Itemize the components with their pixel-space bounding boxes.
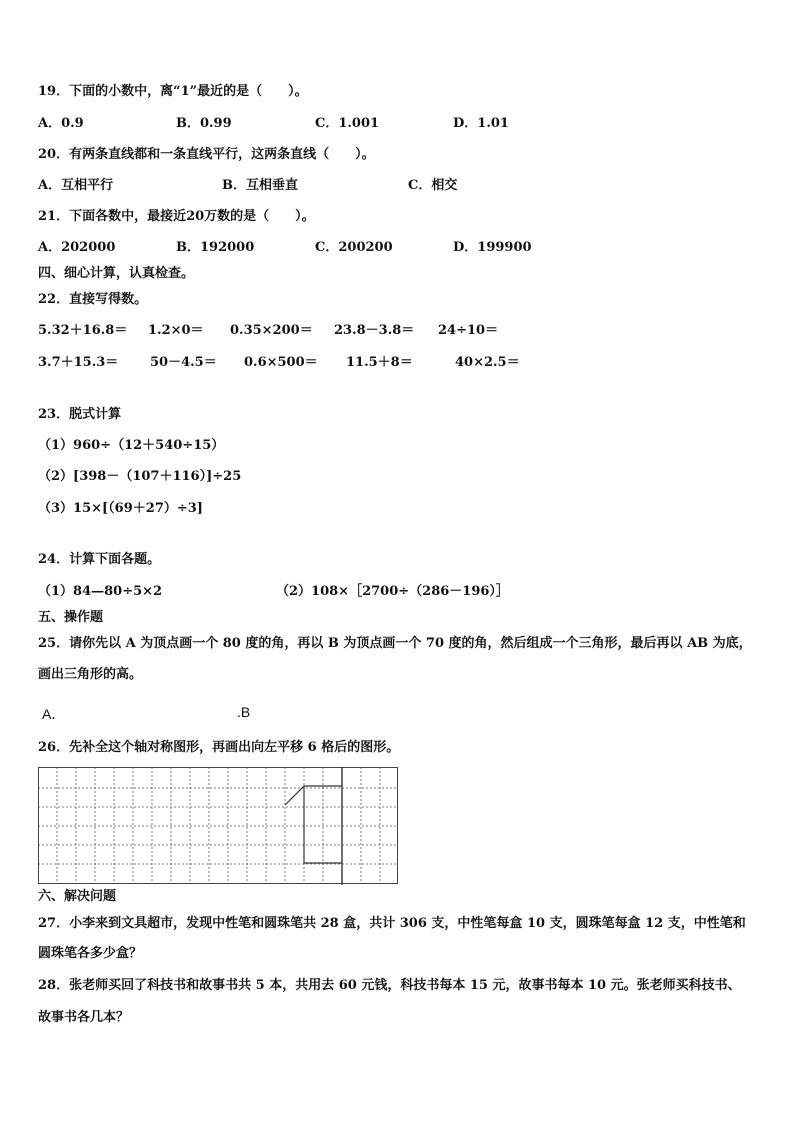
- q28-line-2: 故事书各几本？: [38, 1010, 130, 1025]
- q19-stem: 19．下面的小数中，离“1”最近的是（ ）。: [38, 84, 308, 99]
- q23-item-2: （2）[398－（107＋116）]÷25: [38, 469, 242, 484]
- q22-stem: 22．直接写得数。: [38, 292, 148, 307]
- point-a-label: A．: [42, 706, 66, 722]
- q22-expr-10: 40×2.5＝: [455, 355, 520, 370]
- q22-expr-5: 24÷10＝: [438, 323, 499, 338]
- q19-option-c: C．1.001: [315, 116, 380, 131]
- q25-line-2: 画出三角形的高。: [38, 667, 143, 682]
- given-half-figure: [285, 786, 342, 805]
- q20-option-b: B．互相垂直: [222, 178, 298, 193]
- q26-stem: 26．先补全这个轴对称图形，再画出向左平移 6 格后的图形。: [38, 740, 400, 755]
- q23-item-3: （3）15×[（69＋27）÷3]: [38, 501, 203, 516]
- q22-expr-8: 0.6×500＝: [244, 355, 318, 370]
- q22-expr-2: 1.2×0＝: [148, 323, 204, 338]
- q27-line-1: 27．小李来到文具超市，发现中性笔和圆珠笔共 28 盒，共计 306 支，中性笔每盒 10 支，圆珠笔每盒 12 支，中性笔和: [38, 916, 746, 931]
- q25-line-1: 25．请你先以 A 为顶点画一个 80 度的角，再以 B 为顶点画一个 70 度的角，然后组成一个三角形，最后再以 AB 为底，: [38, 636, 752, 651]
- point-b-label: .B: [237, 704, 251, 720]
- q21-option-a: A．202000: [38, 240, 116, 255]
- q21-option-d: D．199900: [453, 240, 532, 255]
- q19-option-a: A．0.9: [38, 116, 84, 131]
- q24-item-2: （2）108×［2700÷（286－196）］: [276, 584, 509, 599]
- q22-expr-3: 0.35×200＝: [230, 323, 313, 338]
- grid-lines: [38, 767, 398, 884]
- q20-option-c: C．相交: [408, 178, 458, 193]
- q28-line-1: 28．张老师买回了科技书和故事书共 5 本，共用去 60 元钱，科技书每本 15 元，故事书每本 10 元。张老师买科技书、: [38, 978, 741, 993]
- q20-stem: 20．有两条直线都和一条直线平行，这两条直线（ ）。: [38, 147, 375, 162]
- q21-option-b: B．192000: [176, 240, 255, 255]
- q22-expr-1: 5.32＋16.8＝: [38, 323, 128, 338]
- square-grid-figure[interactable]: [38, 767, 400, 885]
- q23-stem: 23．脱式计算: [38, 407, 122, 422]
- q24-stem: 24．计算下面各题。: [38, 552, 161, 567]
- q20-option-a: A．互相平行: [38, 178, 114, 193]
- q22-expr-9: 11.5＋8＝: [346, 355, 413, 370]
- q23-item-1: （1）960÷（12＋540÷15）: [38, 438, 225, 453]
- section-4-heading: 四、细心计算，认真检查。: [38, 266, 195, 281]
- q27-line-2: 圆珠笔各多少盒？: [38, 946, 143, 961]
- q19-option-b: B．0.99: [176, 116, 232, 131]
- section-6-heading: 六、解决问题: [38, 889, 117, 904]
- q21-option-c: C．200200: [315, 240, 393, 255]
- section-5-heading: 五、操作题: [38, 610, 104, 625]
- q21-stem: 21．下面各数中，最接近20万数的是（ ）。: [38, 209, 315, 224]
- grid-border: [39, 768, 398, 884]
- q22-expr-7: 50－4.5＝: [150, 355, 217, 370]
- q19-option-d: D．1.01: [453, 116, 509, 131]
- q24-item-1: （1）84—80÷5×2: [38, 584, 163, 599]
- q22-expr-4: 23.8－3.8＝: [334, 323, 415, 338]
- q22-expr-6: 3.7＋15.3＝: [38, 355, 119, 370]
